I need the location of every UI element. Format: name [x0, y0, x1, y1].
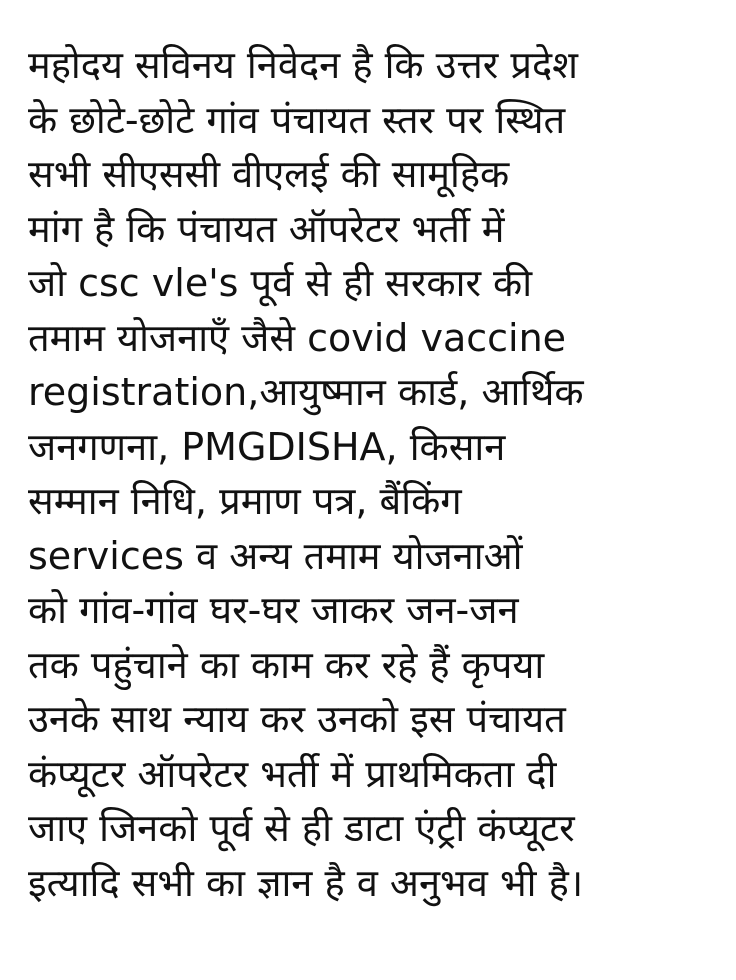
text-line-8: जनगणना, PMGDISHA, किसान	[28, 424, 506, 469]
text-line-9: सम्मान निधि, प्रमाण पत्र, बैंकिंग	[28, 479, 462, 523]
text-line-2: के छोटे-छोटे गांव पंचायत स्तर पर स्थित	[28, 97, 566, 142]
text-line-13: उनके साथ न्याय कर उनको इस पंचायत	[28, 697, 566, 741]
text-line-10: services व अन्य तमाम योजनाओं	[28, 533, 523, 578]
text-line-5: जो csc vle's पूर्व से ही सरकार की	[28, 261, 533, 305]
text-line-4: मांग है कि पंचायत ऑपरेटर भर्ती में	[28, 206, 505, 251]
text-line-6: तमाम योजनाएँ जैसे covid vaccine	[28, 315, 567, 360]
text-line-12: तक पहुंचाने का काम कर रहे हैं कृपया	[28, 642, 545, 687]
text-line-1: महोदय सविनय निवेदन है कि उत्तर प्रदेश	[28, 43, 579, 87]
text-line-11: को गांव-गांव घर-घर जाकर जन-जन	[28, 588, 519, 632]
document-body	[28, 38, 728, 910]
text-line-7: registration,आयुष्मान कार्ड, आर्थिक	[28, 370, 584, 414]
text-line-15: जाए जिनको पूर्व से ही डाटा एंट्री कंप्यूटर	[28, 806, 575, 850]
text-line-14: कंप्यूटर ऑपरेटर भर्ती में प्राथमिकता दी	[28, 751, 557, 796]
text-line-16: इत्यादि सभी का ज्ञान है व अनुभव भी है।	[28, 860, 584, 905]
text-line-3: सभी सीएससी वीएलई की सामूहिक	[28, 152, 510, 196]
